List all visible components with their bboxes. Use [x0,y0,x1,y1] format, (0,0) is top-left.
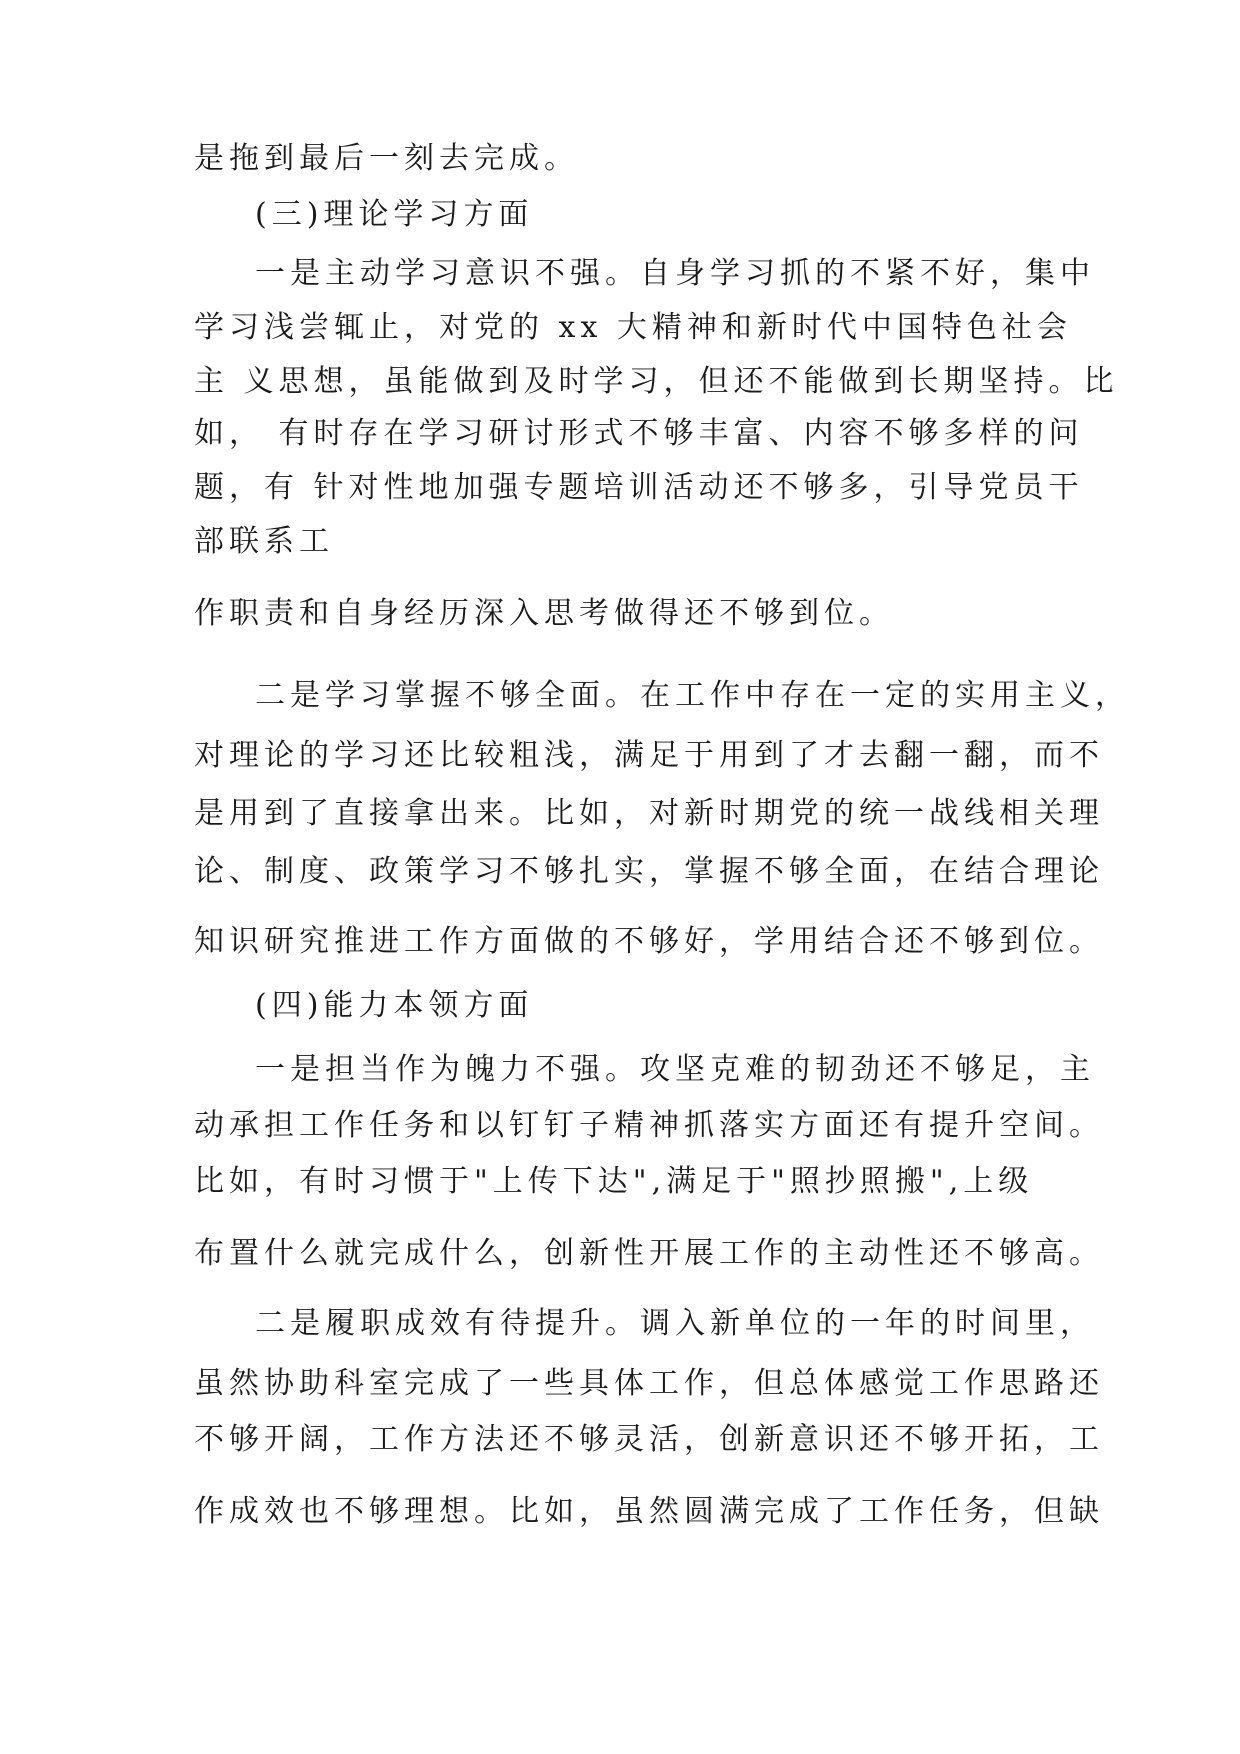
text-line: 比如，有时习惯于"上传下达",满足于"照抄照搬",上级 [194,1164,1034,1199]
text-line: 是拖到最后一刻去完成。 [194,141,579,176]
text-line: 虽然协助科室完成了一些具体工作，但总体感觉工作思路还 [194,1366,1104,1401]
text-line: 知识研究推进工作方面做的不够好，学用结合还不够到位。 [194,924,1104,959]
text-line: 题，有 针对性地加强专题培训活动还不够多，引导党员干 [194,470,1084,505]
text-line: 是用到了直接拿出来。比如，对新时期党的统一战线相关理 [194,796,1104,831]
text-line: 论、制度、政策学习不够扎实，掌握不够全面，在结合理论 [194,854,1104,889]
text-line: 作成效也不够理想。比如，虽然圆满完成了工作任务，但缺 [194,1494,1104,1529]
text-line: 部联系工 [194,524,334,559]
text-line: 作职责和自身经历深入思考做得还不够到位。 [194,596,894,631]
text-line: 动承担工作任务和以钉钉子精神抓落实方面还有提升空间。 [194,1108,1104,1143]
text-line: 主 义思想，虽能做到及时学习，但还不能做到长期坚持。比 [194,364,1119,399]
text-line: 一是担当作为魄力不强。攻坚克难的韧劲还不够足，主 [255,1052,1095,1087]
text-line: 一是主动学习意识不强。自身学习抓的不紧不好，集中 [255,256,1095,291]
text-line: 布置什么就完成什么，创新性开展工作的主动性还不够高。 [194,1236,1104,1271]
section-heading: (三)理论学习方面 [255,197,534,232]
text-line: 二是学习掌握不够全面。在工作中存在一定的实用主义， [255,678,1130,713]
text-line: 如， 有时存在学习研讨形式不够丰富、内容不够多样的问 [194,416,1084,451]
text-line: 二是履职成效有待提升。调入新单位的一年的时间里， [255,1306,1095,1341]
text-line: 学习浅尝辄止，对党的 xx 大精神和新时代中国特色社会 [194,310,1072,345]
text-line: 不够开阔，工作方法还不够灵活，创新意识还不够开拓，工 [194,1422,1104,1457]
text-line: 对理论的学习还比较粗浅，满足于用到了才去翻一翻，而不 [194,738,1104,773]
section-heading: (四)能力本领方面 [255,988,534,1023]
